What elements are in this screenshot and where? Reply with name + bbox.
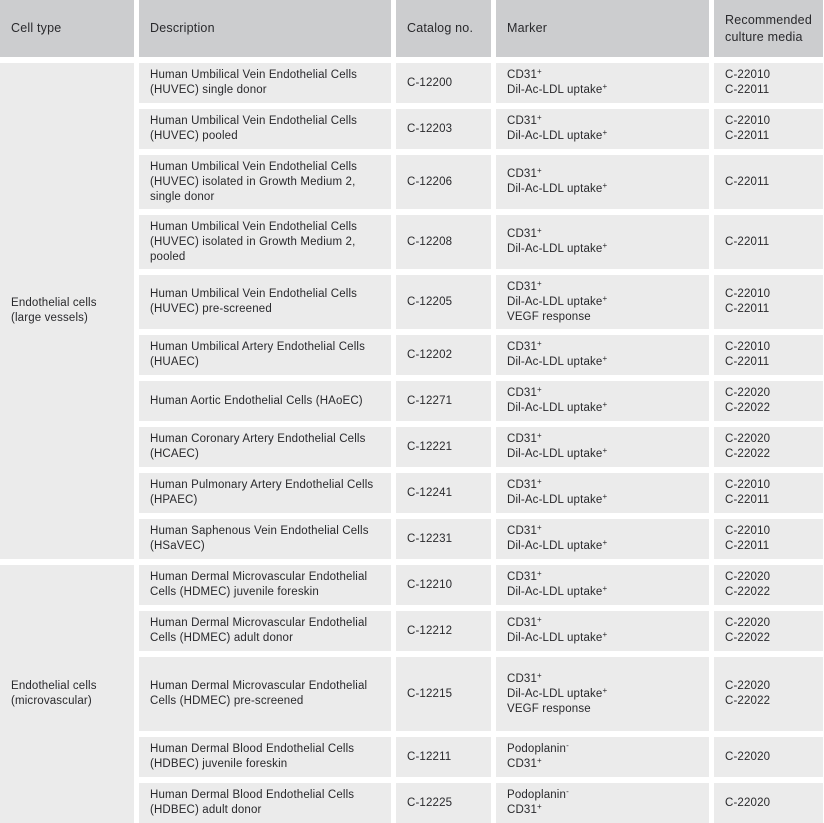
catalog-number-cell	[396, 473, 491, 513]
marker-cell	[496, 611, 709, 651]
description-cell: Human Umbilical Vein Endothelial Cells (HUVEC) pooled	[139, 109, 391, 149]
marker-sign: +	[602, 492, 608, 501]
marker-line: CD31+	[507, 67, 542, 81]
media-code: C-22022	[725, 448, 771, 460]
marker-line: Podoplanin-	[507, 787, 569, 801]
marker-sign: +	[602, 584, 608, 593]
marker-line: Dil-Ac-LDL uptake+	[507, 354, 608, 368]
header-description: Description	[139, 0, 391, 57]
marker-cell	[496, 215, 709, 269]
description-cell: Human Coronary Artery Endothelial Cells (HCAEC)	[139, 427, 391, 467]
catalog-number-cell	[396, 215, 491, 269]
catalog-number: C-12211	[407, 750, 452, 763]
marker-sign: +	[537, 615, 542, 624]
marker-sign: +	[537, 756, 542, 765]
marker-sign: +	[602, 400, 608, 409]
catalog-number: C-12215	[407, 687, 453, 700]
marker-line: Dil-Ac-LDL uptake+	[507, 82, 608, 96]
marker-line: CD31+	[507, 339, 542, 353]
marker-sign: +	[537, 431, 542, 440]
media-cell	[714, 783, 823, 823]
marker-sign: +	[537, 339, 542, 348]
marker-line: CD31+	[507, 569, 542, 583]
marker-sign: +	[602, 685, 608, 695]
description-cell: Human Dermal Blood Endothelial Cells (HDBEC) juvenile foreskin	[139, 737, 391, 777]
media-code: C-22020	[725, 617, 771, 629]
description-cell: Human Umbilical Vein Endothelial Cells (HUVEC) isolated in Growth Medium 2, single donor	[139, 155, 391, 209]
marker-sign: +	[537, 802, 542, 811]
marker-sign: +	[537, 113, 542, 122]
marker-line: CD31+	[507, 278, 542, 293]
description-cell: Human Saphenous Vein Endothelial Cells (HSaVEC)	[139, 519, 391, 559]
marker-cell	[496, 783, 709, 823]
header-culture-media: Recommended culture media	[714, 0, 823, 57]
marker-cell	[496, 473, 709, 513]
marker-sign: +	[537, 278, 542, 288]
marker-sign: +	[602, 293, 608, 303]
marker-line: Dil-Ac-LDL uptake+	[507, 293, 608, 308]
catalog-number: C-12231	[407, 532, 453, 545]
media-cell	[714, 215, 823, 269]
marker-line: CD31+	[507, 756, 542, 770]
marker-sign: +	[537, 226, 542, 235]
catalog-number-cell	[396, 155, 491, 209]
marker-sign: +	[602, 446, 608, 455]
media-cell	[714, 427, 823, 467]
description-cell: Human Aortic Endothelial Cells (HAoEC)	[139, 381, 391, 421]
media-code: C-22010	[725, 341, 771, 353]
catalog-number-cell	[396, 275, 491, 329]
description-cell: Human Pulmonary Artery Endothelial Cells (HPAEC)	[139, 473, 391, 513]
marker-cell	[496, 381, 709, 421]
marker-line: Dil-Ac-LDL uptake+	[507, 538, 608, 552]
catalog-number: C-12205	[407, 295, 453, 308]
marker-line: Podoplanin-	[507, 741, 569, 755]
marker-sign: +	[537, 569, 542, 578]
catalog-number: C-12208	[407, 235, 453, 248]
catalog-number: C-12225	[407, 796, 453, 809]
marker-sign: +	[602, 630, 608, 639]
marker-cell	[496, 335, 709, 375]
media-code: C-22010	[725, 115, 771, 127]
media-code: C-22022	[725, 402, 771, 414]
media-code: C-22020	[725, 433, 771, 445]
media-code: C-22010	[725, 69, 771, 81]
marker-line: Dil-Ac-LDL uptake+	[507, 181, 608, 195]
media-code: C-22020	[725, 680, 771, 692]
media-code: C-22010	[725, 288, 771, 300]
description-cell: Human Dermal Microvascular Endothelial Cells (HDMEC) pre-screened	[139, 657, 391, 731]
catalog-number-cell	[396, 427, 491, 467]
media-cell	[714, 519, 823, 559]
catalog-number-cell	[396, 783, 491, 823]
media-cell	[714, 737, 823, 777]
marker-line: CD31+	[507, 670, 542, 685]
marker-line: VEGF response	[507, 310, 591, 323]
catalog-number: C-12271	[407, 394, 453, 407]
marker-sign: +	[537, 523, 542, 532]
media-code: C-22020	[725, 387, 771, 399]
media-cell	[714, 155, 823, 209]
marker-sign: +	[602, 354, 608, 363]
media-code: C-22011	[725, 130, 770, 142]
media-cell	[714, 381, 823, 421]
marker-line: CD31+	[507, 385, 542, 399]
marker-line: CD31+	[507, 166, 542, 180]
description-cell: Human Dermal Blood Endothelial Cells (HDBEC) adult donor	[139, 783, 391, 823]
media-cell	[714, 611, 823, 651]
catalog-number: C-12203	[407, 122, 453, 135]
media-cell	[714, 63, 823, 103]
marker-sign: -	[566, 741, 569, 750]
catalog-number: C-12221	[407, 440, 453, 453]
description-cell: Human Umbilical Vein Endothelial Cells (HUVEC) isolated in Growth Medium 2, pooled	[139, 215, 391, 269]
marker-cell	[496, 63, 709, 103]
marker-sign: +	[602, 181, 608, 190]
marker-sign: +	[602, 128, 608, 137]
marker-line: Dil-Ac-LDL uptake+	[507, 492, 608, 506]
catalog-number-cell	[396, 381, 491, 421]
marker-sign: -	[566, 787, 569, 796]
marker-line: CD31+	[507, 431, 542, 445]
marker-sign: +	[602, 538, 608, 547]
marker-line: CD31+	[507, 802, 542, 816]
description-cell: Human Umbilical Vein Endothelial Cells (HUVEC) pre-screened	[139, 275, 391, 329]
catalog-number: C-12212	[407, 624, 453, 637]
catalog-number-cell	[396, 657, 491, 731]
media-cell	[714, 275, 823, 329]
marker-line: Dil-Ac-LDL uptake+	[507, 400, 608, 414]
description-cell: Human Umbilical Artery Endothelial Cells (HUAEC)	[139, 335, 391, 375]
media-code: C-22011	[725, 494, 770, 506]
marker-sign: +	[537, 166, 542, 175]
media-code: C-22010	[725, 479, 771, 491]
group-cell-large-vessels: Endothelial cells (large vessels)	[0, 63, 134, 559]
marker-sign: +	[537, 385, 542, 394]
marker-cell	[496, 565, 709, 605]
marker-sign: +	[537, 477, 542, 486]
media-code: C-22011	[725, 356, 770, 368]
catalog-number-cell	[396, 335, 491, 375]
marker-line: CD31+	[507, 477, 542, 491]
header-cell-type: Cell type	[0, 0, 134, 57]
marker-sign: +	[537, 670, 542, 680]
media-code: C-22020	[725, 750, 771, 763]
marker-line: CD31+	[507, 113, 542, 127]
description-cell: Human Dermal Microvascular Endothelial Cells (HDMEC) juvenile foreskin	[139, 565, 391, 605]
marker-line: Dil-Ac-LDL uptake+	[507, 128, 608, 142]
marker-cell	[496, 427, 709, 467]
catalog-number: C-12202	[407, 348, 453, 361]
catalog-number-cell	[396, 519, 491, 559]
media-code: C-22011	[725, 175, 770, 188]
marker-line: VEGF response	[507, 702, 591, 715]
marker-line: CD31+	[507, 615, 542, 629]
marker-cell	[496, 737, 709, 777]
catalog-number: C-12200	[407, 76, 453, 89]
marker-line: CD31+	[507, 523, 542, 537]
marker-cell	[496, 109, 709, 149]
catalog-number: C-12210	[407, 578, 453, 591]
media-code: C-22011	[725, 303, 770, 315]
marker-line: Dil-Ac-LDL uptake+	[507, 685, 608, 700]
media-code: C-22020	[725, 571, 771, 583]
marker-sign: +	[602, 82, 608, 91]
media-cell	[714, 565, 823, 605]
marker-line: Dil-Ac-LDL uptake+	[507, 630, 608, 644]
marker-line: Dil-Ac-LDL uptake+	[507, 446, 608, 460]
marker-line: Dil-Ac-LDL uptake+	[507, 241, 608, 255]
media-code: C-22010	[725, 525, 771, 537]
marker-sign: +	[602, 241, 608, 250]
description-cell: Human Umbilical Vein Endothelial Cells (HUVEC) single donor	[139, 63, 391, 103]
marker-cell	[496, 155, 709, 209]
catalog-number-cell	[396, 737, 491, 777]
media-code: C-22022	[725, 695, 771, 707]
group-cell-microvascular: Endothelial cells (microvascular)	[0, 565, 134, 823]
catalog-number-cell	[396, 109, 491, 149]
marker-cell	[496, 657, 709, 731]
marker-cell	[496, 519, 709, 559]
catalog-number-cell	[396, 611, 491, 651]
media-code: C-22022	[725, 632, 771, 644]
marker-line: Dil-Ac-LDL uptake+	[507, 584, 608, 598]
media-code: C-22020	[725, 796, 771, 809]
media-cell	[714, 473, 823, 513]
media-code: C-22011	[725, 540, 770, 552]
catalog-number: C-12241	[407, 486, 453, 499]
description-cell: Human Dermal Microvascular Endothelial Cells (HDMEC) adult donor	[139, 611, 391, 651]
marker-sign: +	[537, 67, 542, 76]
media-cell	[714, 657, 823, 731]
media-cell	[714, 335, 823, 375]
header-catalog-no: Catalog no.	[396, 0, 491, 57]
marker-cell	[496, 275, 709, 329]
catalog-number-cell	[396, 565, 491, 605]
media-code: C-22022	[725, 586, 771, 598]
catalog-number: C-12206	[407, 175, 453, 188]
media-cell	[714, 109, 823, 149]
media-code: C-22011	[725, 235, 770, 248]
marker-line: CD31+	[507, 226, 542, 240]
media-code: C-22011	[725, 84, 770, 96]
header-marker: Marker	[496, 0, 709, 57]
catalog-number-cell	[396, 63, 491, 103]
